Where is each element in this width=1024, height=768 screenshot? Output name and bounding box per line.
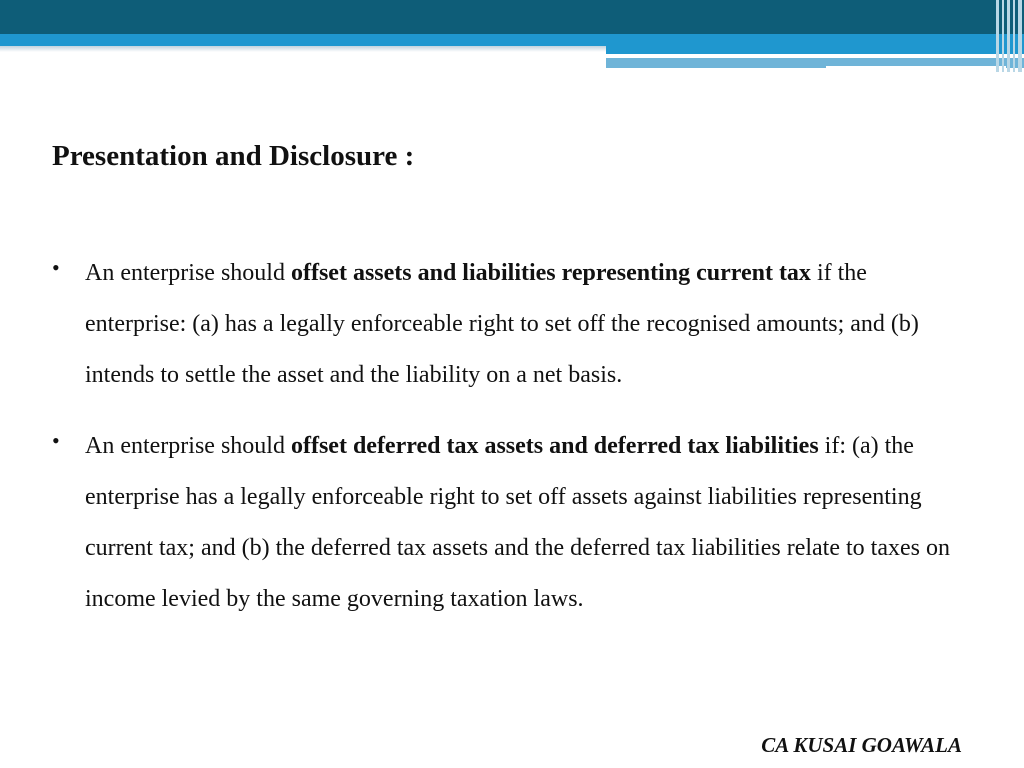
header-band-light	[0, 34, 1024, 46]
bullet-text	[85, 433, 950, 612]
bullet-emphasis: offset deferred tax assets and deferred tax liabilities	[290, 433, 819, 459]
bullet-suffix: if the enterprise: (a) has a legally enforceable right to set off the recognised amounts; and (b) intends to settle the asset and the liability on a net basis.	[85, 260, 919, 388]
header-band-dark	[0, 0, 1024, 34]
header-band-lower-highlight	[826, 66, 1006, 69]
slide-title: Presentation and Disclosure :	[52, 140, 415, 172]
bullet-dot: •	[52, 428, 60, 453]
footer-author: CA KUSAI GOAWALA	[761, 733, 962, 757]
header-band-step	[606, 46, 1024, 54]
header-stripes	[994, 0, 1024, 72]
bullet-prefix: An enterprise should	[85, 433, 291, 459]
bullet-list	[52, 248, 962, 645]
header-band-highlight	[606, 55, 948, 57]
bullet-prefix: An enterprise should	[85, 260, 291, 286]
bullet-suffix: if: (a) the enterprise has a legally enforceable right to set off assets against liabilities representing current tax; and (b) the deferred tax assets and the deferred tax liabilities relate to taxes on income levied by the same governing taxation laws.	[85, 433, 950, 612]
header-banner	[0, 0, 1024, 80]
bullet-text	[85, 260, 919, 388]
header-band-shadow	[0, 46, 606, 52]
bullet-item-deferred-tax	[52, 421, 962, 625]
bullet-dot: •	[52, 255, 60, 280]
bullet-emphasis: offset assets and liabilities representing current tax	[290, 260, 811, 286]
bullet-item-current-tax	[52, 248, 962, 401]
